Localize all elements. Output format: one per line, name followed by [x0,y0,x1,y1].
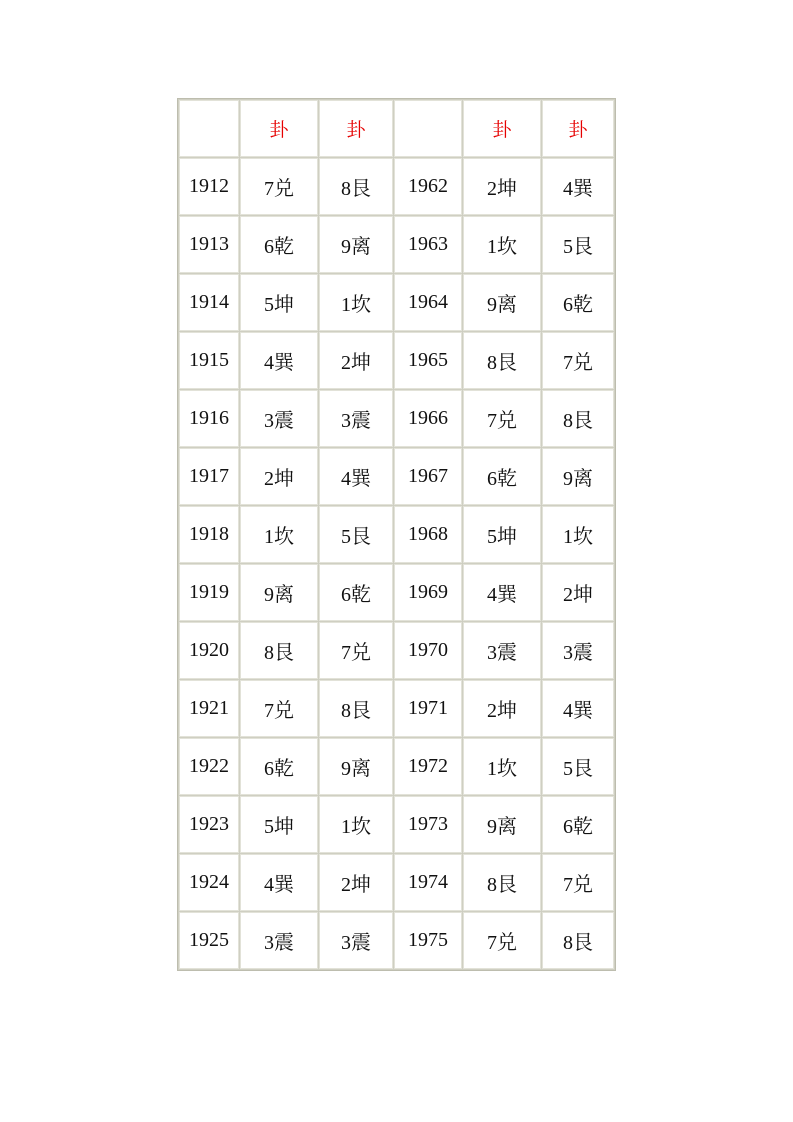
cell-year-right: 1963 [394,216,462,273]
cell-gua-left-a: 3震 [240,912,318,969]
cell-gua-right-a: 8艮 [463,332,541,389]
cell-year-right: 1971 [394,680,462,737]
table-body [179,100,614,969]
cell-gua-left-a: 1坎 [240,506,318,563]
cell-gua-left-a: 3震 [240,390,318,447]
cell-gua-right-a: 5坤 [463,506,541,563]
cell-year-right: 1975 [394,912,462,969]
cell-gua-left-a: 4巽 [240,854,318,911]
cell-gua-left-b: 9离 [319,216,393,273]
table-row [179,912,614,969]
cell-gua-right-b: 8艮 [542,912,614,969]
table-row [179,448,614,505]
table-row [179,274,614,331]
cell-year-right: 1973 [394,796,462,853]
table-row [179,564,614,621]
cell-year-right: 1968 [394,506,462,563]
table-row [179,738,614,795]
cell-gua-left-b: 8艮 [319,158,393,215]
cell-gua-left-b: 3震 [319,390,393,447]
cell-gua-left-a: 8艮 [240,622,318,679]
cell-gua-left-a: 9离 [240,564,318,621]
cell-year-right: 1967 [394,448,462,505]
cell-gua-right-b: 9离 [542,448,614,505]
cell-year-right: 1966 [394,390,462,447]
cell-gua-left-b: 3震 [319,912,393,969]
cell-year-left: 1925 [179,912,239,969]
table-row [179,796,614,853]
cell-year-right: 1974 [394,854,462,911]
cell-gua-right-a: 1坎 [463,738,541,795]
table-row [179,158,614,215]
cell-year-right: 1964 [394,274,462,331]
table-row [179,216,614,273]
cell-year-right: 1972 [394,738,462,795]
cell-gua-left-b: 7兑 [319,622,393,679]
cell-year-left: 1923 [179,796,239,853]
cell-gua-left-b: 8艮 [319,680,393,737]
cell-gua-left-b: 6乾 [319,564,393,621]
table-row [179,622,614,679]
cell-gua-right-a: 8艮 [463,854,541,911]
header-cell-gua-3: 卦 [463,100,541,157]
cell-gua-left-b: 1坎 [319,274,393,331]
header-cell-gua-1: 卦 [240,100,318,157]
cell-gua-right-a: 9离 [463,796,541,853]
cell-year-right: 1965 [394,332,462,389]
cell-gua-left-b: 2坤 [319,332,393,389]
cell-gua-left-b: 4巽 [319,448,393,505]
cell-gua-right-a: 7兑 [463,390,541,447]
cell-year-left: 1918 [179,506,239,563]
cell-gua-right-b: 7兑 [542,332,614,389]
cell-gua-right-b: 5艮 [542,216,614,273]
header-cell-gua-4: 卦 [542,100,614,157]
cell-year-left: 1917 [179,448,239,505]
cell-year-right: 1962 [394,158,462,215]
cell-gua-right-b: 2坤 [542,564,614,621]
table-row [179,332,614,389]
cell-gua-right-b: 8艮 [542,390,614,447]
table-row [179,506,614,563]
cell-year-left: 1920 [179,622,239,679]
cell-gua-right-b: 4巽 [542,158,614,215]
cell-gua-left-a: 5坤 [240,274,318,331]
cell-gua-right-a: 4巽 [463,564,541,621]
cell-gua-left-a: 6乾 [240,216,318,273]
cell-gua-right-b: 1坎 [542,506,614,563]
cell-year-left: 1913 [179,216,239,273]
header-cell-blank-1 [179,100,239,157]
cell-year-right: 1970 [394,622,462,679]
cell-year-left: 1915 [179,332,239,389]
cell-gua-left-b: 5艮 [319,506,393,563]
year-gua-table [177,98,616,971]
cell-gua-right-b: 5艮 [542,738,614,795]
cell-year-right: 1969 [394,564,462,621]
cell-year-left: 1919 [179,564,239,621]
header-cell-gua-2: 卦 [319,100,393,157]
cell-gua-right-a: 1坎 [463,216,541,273]
header-row [179,100,614,157]
cell-gua-right-a: 9离 [463,274,541,331]
cell-gua-left-b: 9离 [319,738,393,795]
table-row [179,854,614,911]
cell-gua-right-a: 2坤 [463,158,541,215]
cell-gua-right-b: 6乾 [542,274,614,331]
table-row [179,390,614,447]
cell-gua-left-a: 2坤 [240,448,318,505]
cell-gua-right-b: 4巽 [542,680,614,737]
cell-year-left: 1912 [179,158,239,215]
cell-year-left: 1921 [179,680,239,737]
cell-gua-left-a: 6乾 [240,738,318,795]
cell-year-left: 1914 [179,274,239,331]
cell-gua-right-a: 6乾 [463,448,541,505]
header-cell-blank-2 [394,100,462,157]
cell-gua-left-b: 2坤 [319,854,393,911]
cell-gua-right-a: 2坤 [463,680,541,737]
cell-gua-right-a: 3震 [463,622,541,679]
cell-year-left: 1916 [179,390,239,447]
cell-year-left: 1924 [179,854,239,911]
cell-gua-left-b: 1坎 [319,796,393,853]
cell-gua-right-b: 6乾 [542,796,614,853]
cell-gua-right-a: 7兑 [463,912,541,969]
cell-gua-left-a: 7兑 [240,158,318,215]
cell-gua-right-b: 3震 [542,622,614,679]
cell-gua-left-a: 7兑 [240,680,318,737]
cell-gua-left-a: 4巽 [240,332,318,389]
cell-gua-right-b: 7兑 [542,854,614,911]
cell-year-left: 1922 [179,738,239,795]
table-row [179,680,614,737]
cell-gua-left-a: 5坤 [240,796,318,853]
